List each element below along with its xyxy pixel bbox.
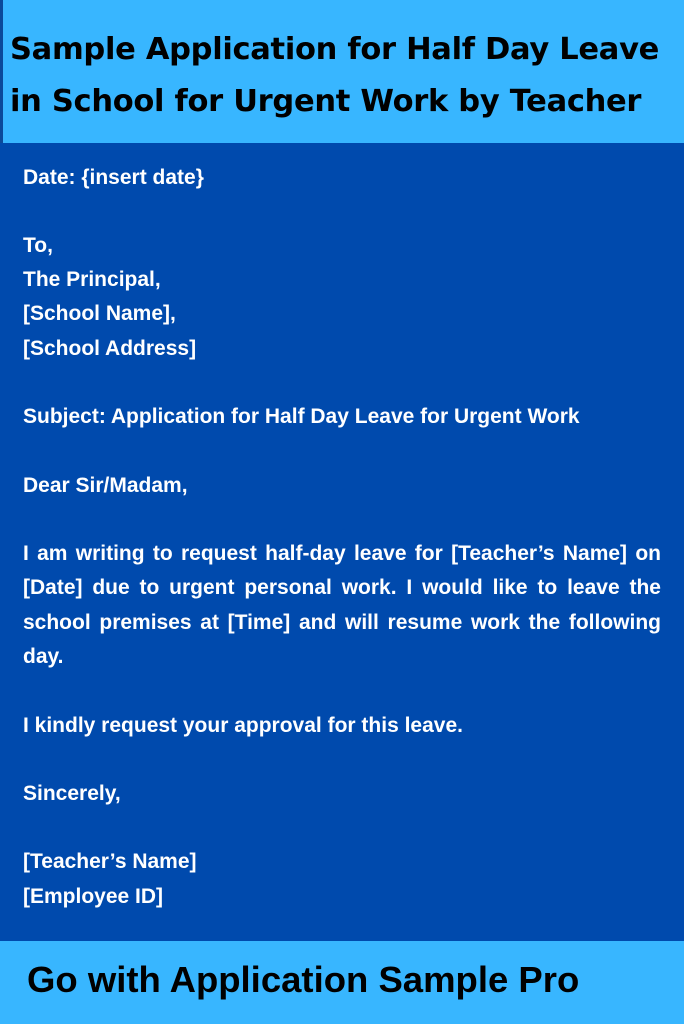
letter-teacher-name: [Teacher’s Name] [23, 850, 197, 873]
letter-salutation: Dear Sir/Madam, [23, 474, 188, 497]
letter-subject: Subject: Application for Half Day Leave for Urgent Work [23, 405, 580, 428]
footer-tagline: Go with Application Sample Pro [27, 959, 580, 1000]
letter-recipient: The Principal, [23, 268, 161, 291]
letter-request: I kindly request your approval for this leave. [23, 714, 463, 737]
footer-banner [0, 941, 684, 1024]
letter-school-name: [School Name], [23, 302, 176, 325]
letter-body [0, 143, 684, 941]
letter-school-address: [School Address] [23, 337, 197, 360]
letter-to: To, [23, 234, 53, 257]
header-banner [0, 0, 684, 143]
letter-closing: Sincerely, [23, 782, 121, 805]
letter-body-paragraph: I am writing to request half-day leave for [Teacher’s Name] on [Date] due to urgent personal work. I would like to leave the school premises at [Time] and will resume work the following day. [23, 542, 661, 668]
letter-date: Date: {insert date} [23, 166, 204, 189]
letter-employee-id: [Employee ID] [23, 885, 164, 908]
page-title: Sample Application for Half Day Leave in School for Urgent Work by Teacher [10, 32, 660, 119]
